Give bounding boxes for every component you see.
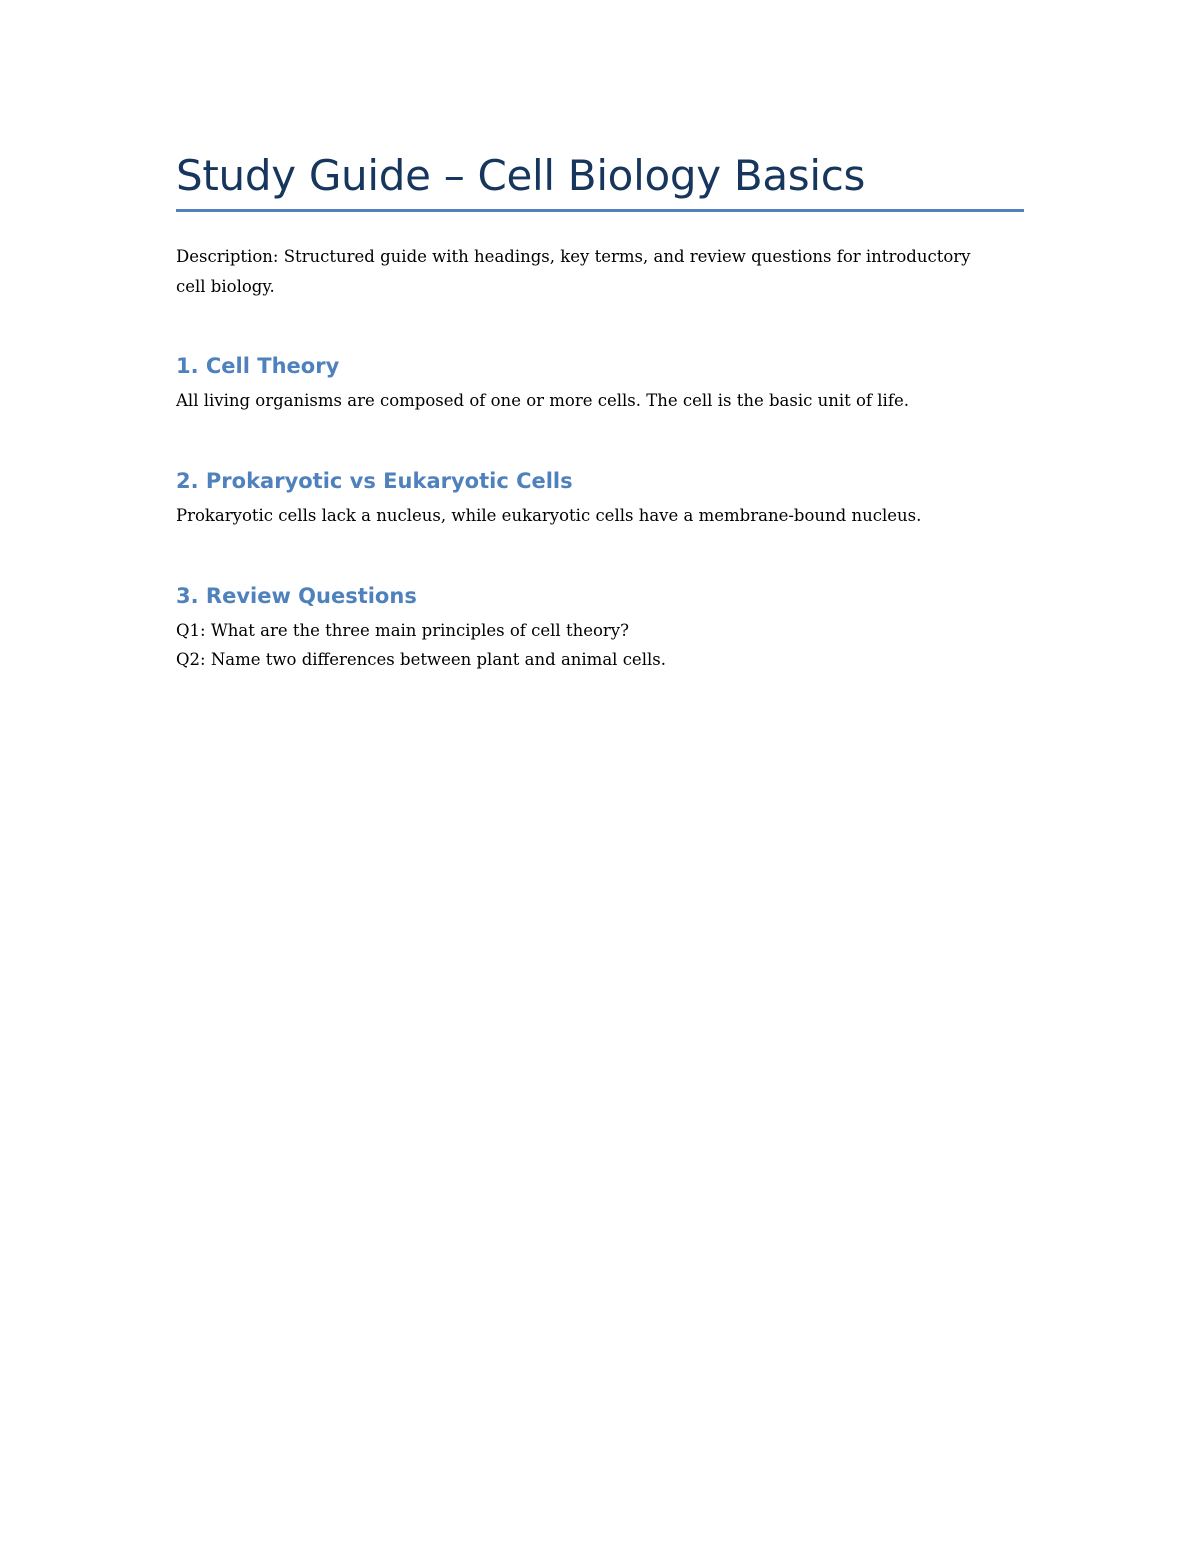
- document-description: Description: Structured guide with headings, key terms, and review questions for introductory cell biology.: [176, 247, 971, 296]
- section-heading-prokaryotic-vs-eukaryotic: 2. Prokaryotic vs Eukaryotic Cells: [176, 469, 573, 493]
- review-question-1: Q1: What are the three main principles of cell theory?: [176, 621, 629, 640]
- review-question-2: Q2: Name two differences between plant and animal cells.: [176, 650, 666, 669]
- section-heading-cell-theory: 1. Cell Theory: [176, 354, 340, 378]
- document-title: Study Guide – Cell Biology Basics: [176, 151, 866, 200]
- section-heading-review-questions: 3. Review Questions: [176, 584, 417, 608]
- title-underline-rule: [176, 209, 1024, 212]
- section-text-cell-theory: All living organisms are composed of one or more cells. The cell is the basic unit of life.: [176, 391, 909, 410]
- section-text-prokaryotic-vs-eukaryotic: Prokaryotic cells lack a nucleus, while eukaryotic cells have a membrane-bound nucleus.: [176, 506, 922, 525]
